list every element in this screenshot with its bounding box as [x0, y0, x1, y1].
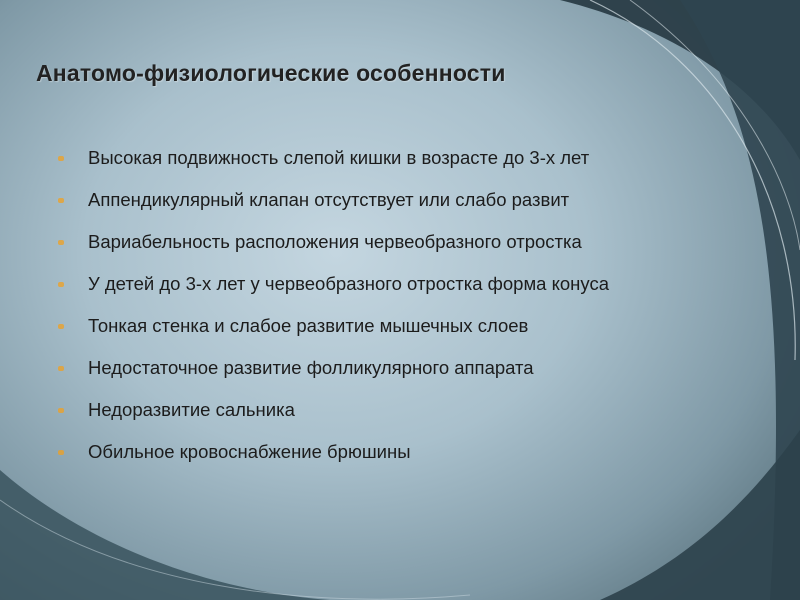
bullet-icon [58, 156, 64, 161]
list-item [58, 272, 738, 295]
bullet-icon [58, 240, 64, 245]
bullet-text: Недоразвитие сальника [88, 399, 295, 420]
bullet-icon [58, 198, 64, 203]
bullet-text: Обильное кровоснабжение брюшины [88, 441, 411, 462]
bullet-text: Вариабельность расположения червеобразного отростка [88, 231, 582, 252]
bullet-icon [58, 450, 64, 455]
dark-corner-bottom-left [0, 470, 330, 600]
list-item [58, 188, 738, 211]
bullet-text: Тонкая стенка и слабое развитие мышечных слоев [88, 315, 529, 336]
list-item [58, 314, 738, 337]
bullet-text: Недостаточное развитие фолликулярного аппарата [88, 357, 534, 378]
list-item [58, 230, 738, 253]
bullet-icon [58, 366, 64, 371]
bullet-text: Аппендикулярный клапан отсутствует или слабо развит [88, 189, 570, 210]
slide-title: Анатомо-физиологические особенности [36, 60, 506, 86]
bullet-icon [58, 408, 64, 413]
bullet-list [58, 146, 738, 482]
bullet-text: У детей до 3-х лет у червеобразного отростка форма конуса [88, 273, 609, 294]
list-item [58, 398, 738, 421]
bullet-icon [58, 282, 64, 287]
list-item [58, 146, 738, 169]
list-item [58, 440, 738, 463]
list-item [58, 356, 738, 379]
bullet-text: Высокая подвижность слепой кишки в возрасте до 3-х лет [88, 147, 590, 168]
bullet-icon [58, 324, 64, 329]
